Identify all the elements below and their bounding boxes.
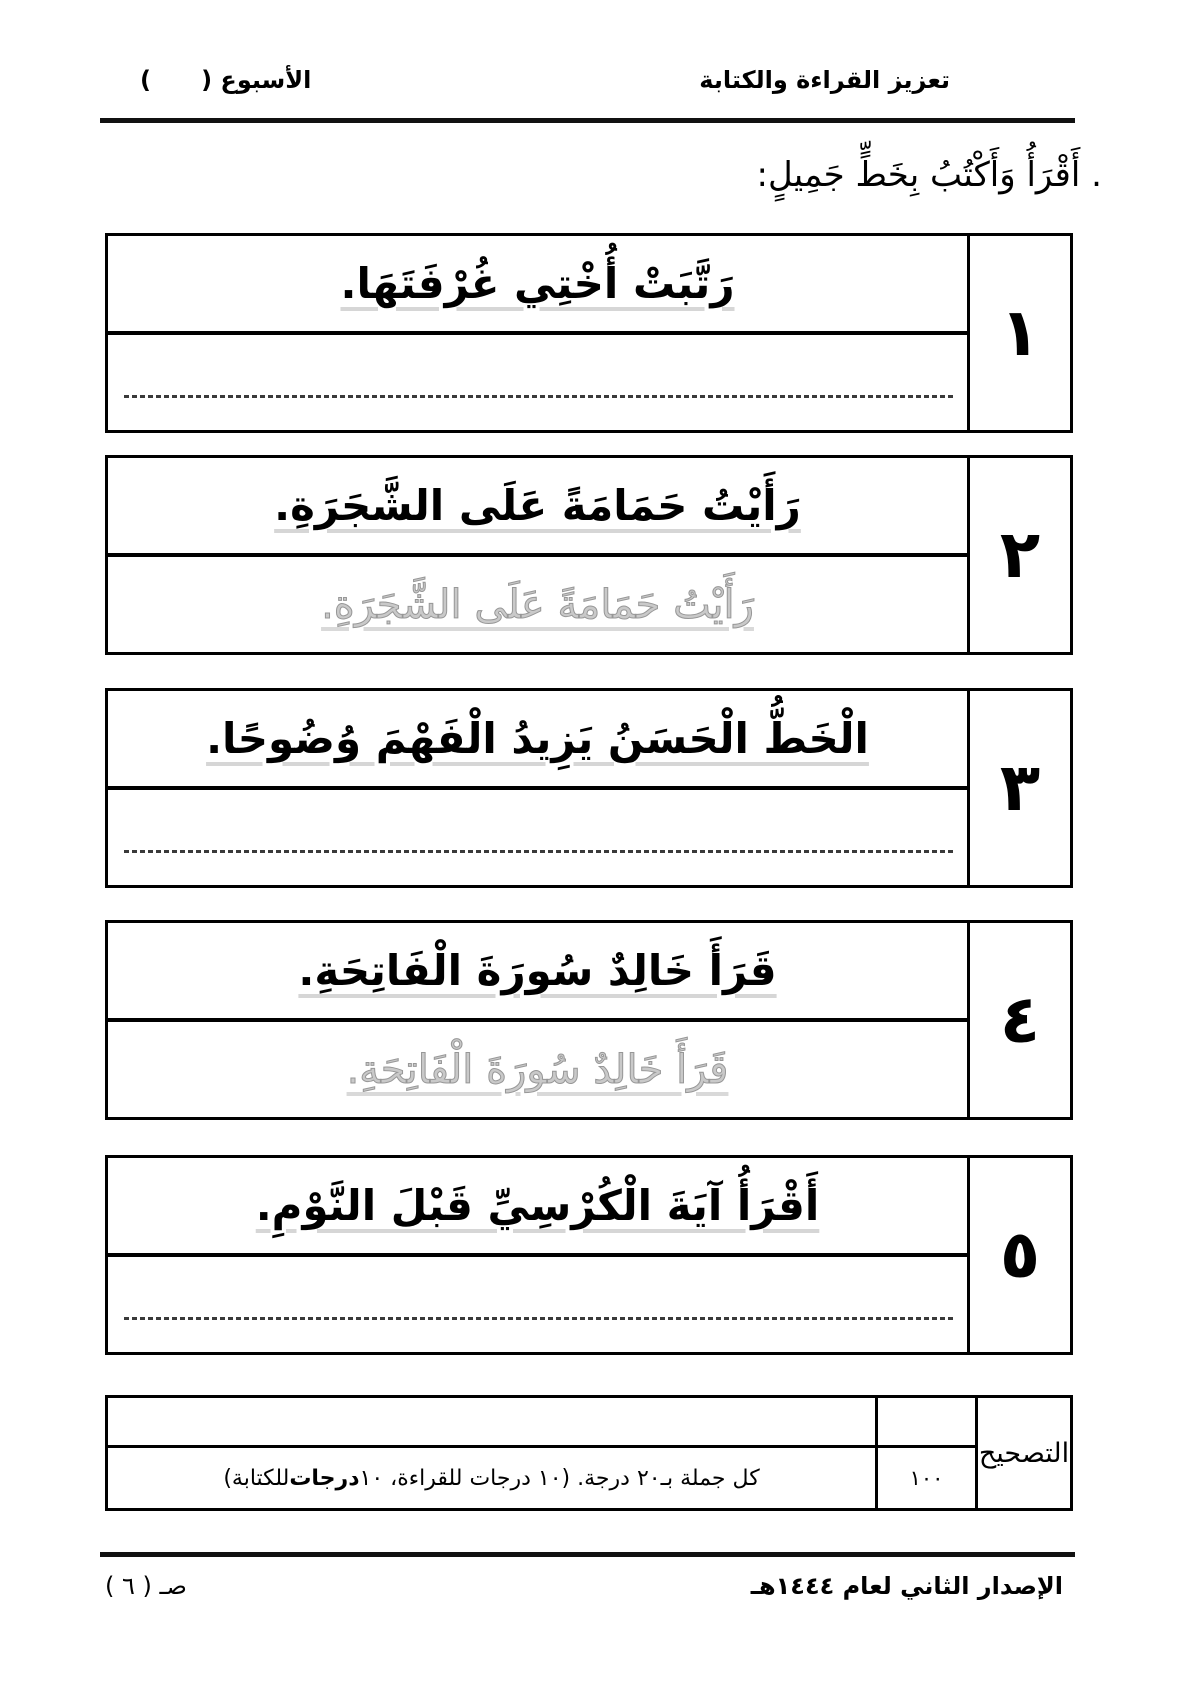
footer-rule [100,1552,1075,1557]
sentence-text: الْخَطُّ الْحَسَنُ يَزِيدُ الْفَهْمَ وُضُوحًا. [206,714,869,763]
note-empty-cell [108,1398,875,1448]
practice-row [108,790,967,885]
sentence-row [108,458,967,557]
score-total-cell [875,1448,975,1508]
exercise-box-2 [105,455,1073,655]
footer-page-number: صـ ( ٦ ) [105,1572,187,1600]
exercise-rows [108,1158,967,1352]
number-cell [967,458,1070,652]
sentence-row [108,236,967,335]
exercise-rows [108,923,967,1117]
note-bold: درجات [289,1465,360,1491]
trace-text: رَأَيْتُ حَمَامَةً عَلَى الشَّجَرَةِ. [321,581,754,628]
note-cell [108,1448,875,1508]
writing-line [122,1317,953,1320]
number-cell [967,691,1070,885]
correction-label: التصحيح [978,1437,1070,1469]
practice-row [108,1257,967,1352]
sentence-row [108,923,967,1022]
sentence-text: رَأَيْتُ حَمَامَةً عَلَى الشَّجَرَةِ. [274,481,801,530]
sentence-text: أَقْرَأُ آيَةَ الْكُرْسِيِّ قَبْلَ النَّوْمِ. [255,1181,820,1230]
exercise-number: ٤ [999,981,1041,1058]
sentence-text: رَتَّبَتْ أُخْتِي غُرْفَتَهَا. [340,259,735,308]
sentence-row [108,1158,967,1257]
header-week-label: الأسبوع ( ) [140,66,312,94]
header-subject-title: تعزيز القراءة والكتابة [699,66,950,94]
header-rule [100,118,1075,123]
exercise-box-3 [105,688,1073,888]
instruction-text: . أَقْرَأُ وَأَكْتُبُ بِخَطٍّ جَمِيلٍ: [756,155,1102,195]
note-suffix: للكتابة) [223,1465,290,1491]
practice-row [108,1022,967,1117]
number-cell [967,236,1070,430]
exercise-number: ٥ [999,1216,1041,1293]
exercise-box-4 [105,920,1073,1120]
exercise-rows [108,236,967,430]
exercise-rows [108,691,967,885]
exercise-rows [108,458,967,652]
sentence-row [108,691,967,790]
writing-line [122,395,953,398]
practice-row [108,335,967,430]
practice-row [108,557,967,652]
score-empty-cell [875,1398,975,1448]
exercise-number: ٣ [999,749,1041,826]
number-cell [967,923,1070,1117]
score-total: ١٠٠ [909,1466,944,1490]
footer-edition: الإصدار الثاني لعام ١٤٤٤هـ [750,1572,1063,1600]
note-prefix: كل جملة بـ٢٠ درجة. (١٠ درجات للقراءة، ١٠ [359,1465,760,1491]
trace-text: قَرَأَ خَالِدٌ سُورَةَ الْفَاتِحَةِ. [346,1046,729,1093]
exercise-box-5 [105,1155,1073,1355]
sentence-text: قَرَأَ خَالِدٌ سُورَةَ الْفَاتِحَةِ. [298,946,777,995]
correction-label-cell [975,1398,1070,1508]
writing-line [122,850,953,853]
exercise-box-1 [105,233,1073,433]
exercise-number: ٢ [999,516,1041,593]
exercise-number: ١ [999,294,1041,371]
number-cell [967,1158,1070,1352]
score-table [105,1395,1073,1511]
